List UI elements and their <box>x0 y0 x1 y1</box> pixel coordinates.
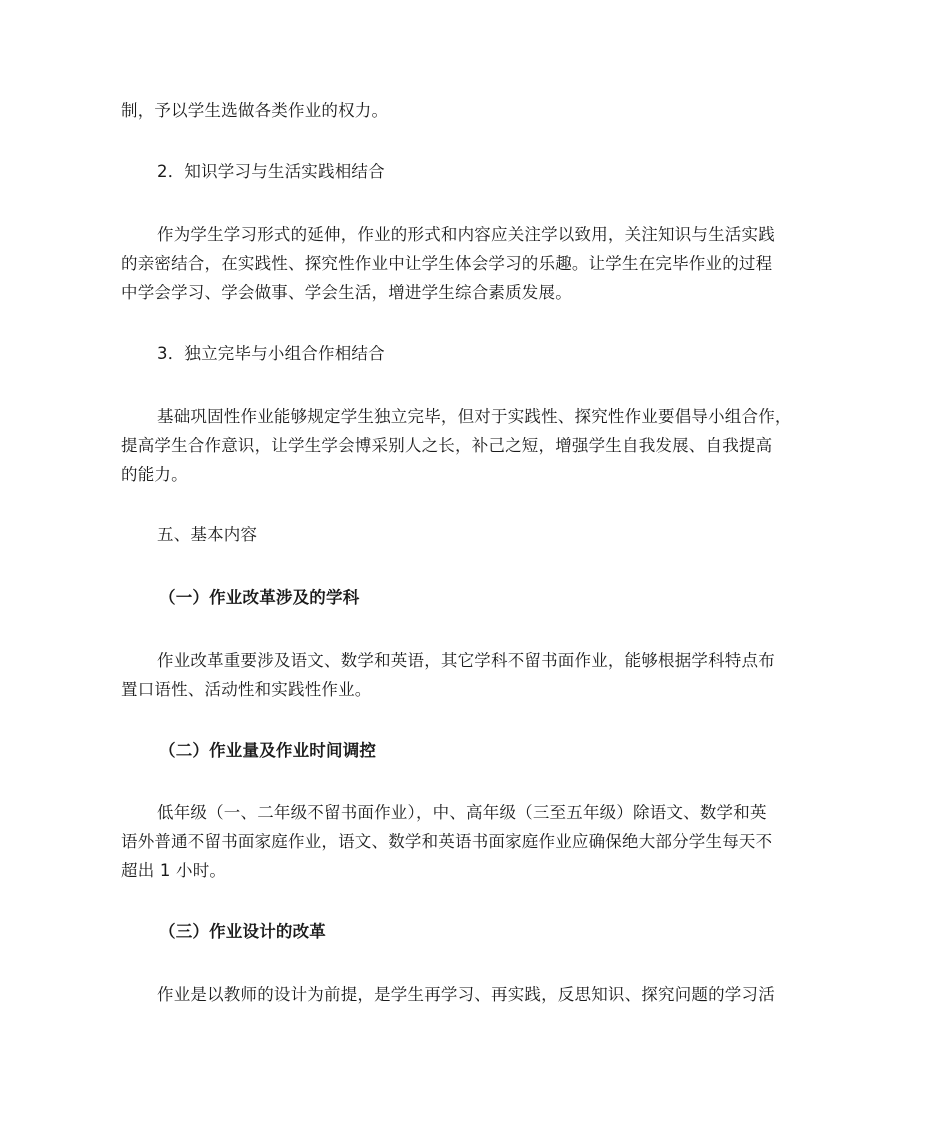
text-line: 提高学生合作意识，让学生学会博采别人之长，补己之短，增强学生自我发展、自我提高 <box>121 436 773 455</box>
subheading-workload <box>121 736 869 765</box>
text-line: 基础巩固性作业能够规定学生独立完毕，但对于实践性、探究性作业要倡导小组合作， <box>157 407 792 426</box>
paragraph-knowledge-practice <box>121 220 831 307</box>
paragraph-design <box>121 980 831 1009</box>
heading-text: 3．独立完毕与小组合作相结合 <box>157 344 385 363</box>
heading-independent-group <box>121 339 867 368</box>
text-line: 置口语性、活动性和实践性作业。 <box>121 680 372 699</box>
text-line: 中学会学习、学会做事、学会生活，增进学生综合素质发展。 <box>121 283 572 302</box>
heading-knowledge-practice <box>121 157 867 186</box>
text-line: 语外普通不留书面家庭作业，语文、数学和英语书面家庭作业应确保绝大部分学生每天不 <box>121 832 773 851</box>
heading-basic-content <box>121 520 867 549</box>
text-line: 低年级（一、二年级不留书面作业），中、高年级（三至五年级）除语文、数学和英 <box>157 803 767 822</box>
text-line: 作业改革重要涉及语文、数学和英语，其它学科不留书面作业，能够根据学科特点布 <box>157 651 775 670</box>
subheading-subjects <box>121 583 869 612</box>
text-line: 的能力。 <box>121 465 188 484</box>
text-line: 制，予以学生选做各类作业的权力。 <box>121 101 389 120</box>
paragraph-workload <box>121 798 831 885</box>
paragraph-continuation <box>121 96 831 125</box>
subheading-text: （三）作业设计的改革 <box>159 922 326 941</box>
text-line: 作为学生学习形式的延伸，作业的形式和内容应关注学以致用，关注知识与生活实践 <box>157 225 775 244</box>
text-line: 超出 1 小时。 <box>121 861 227 880</box>
heading-text: 五、基本内容 <box>157 525 258 544</box>
subheading-design <box>121 917 869 946</box>
paragraph-subjects <box>121 646 831 704</box>
paragraph-independent-group <box>121 402 831 489</box>
text-line: 作业是以教师的设计为前提，是学生再学习、再实践，反思知识、探究问题的学习活 <box>157 985 775 1004</box>
subheading-text: （二）作业量及作业时间调控 <box>159 741 377 760</box>
subheading-text: （一）作业改革涉及的学科 <box>159 588 360 607</box>
heading-text: 2．知识学习与生活实践相结合 <box>157 162 385 181</box>
text-line: 的亲密结合，在实践性、探究性作业中让学生体会学习的乐趣。让学生在完毕作业的过程 <box>121 254 773 273</box>
